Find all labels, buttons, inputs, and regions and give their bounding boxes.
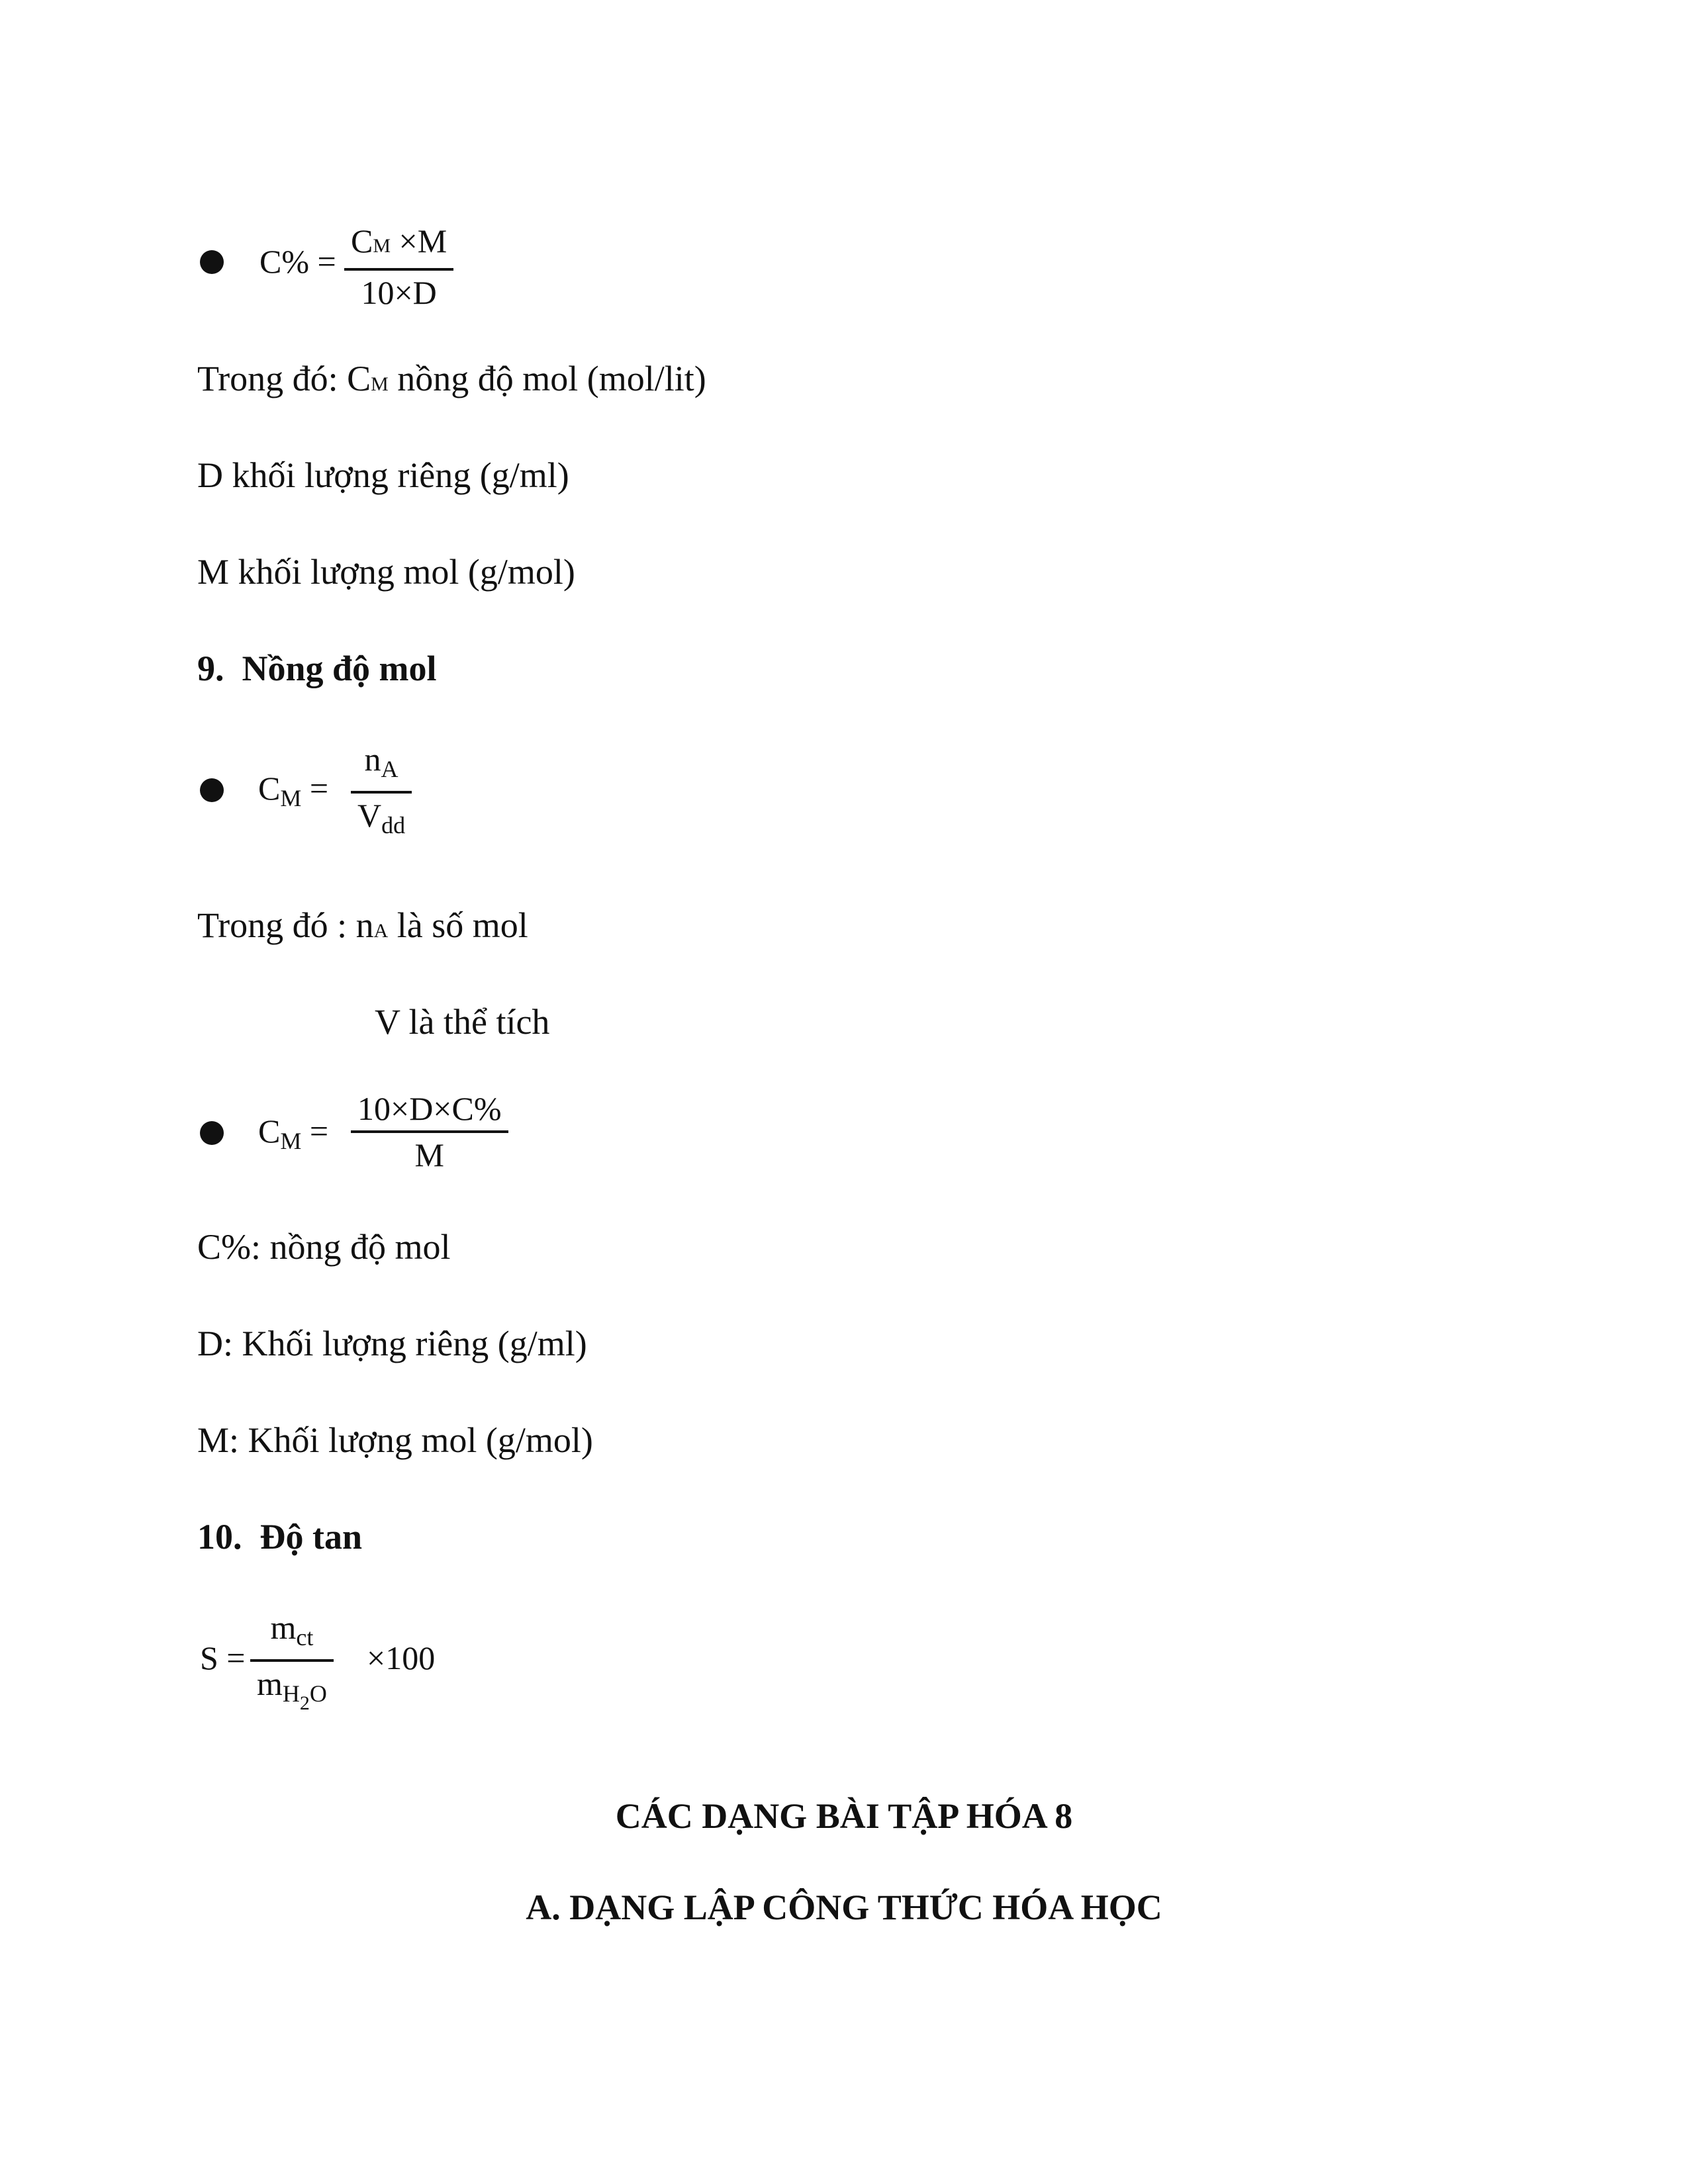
subscript: M bbox=[280, 1128, 302, 1154]
bullet bbox=[200, 1121, 224, 1145]
symbol: m bbox=[270, 1609, 297, 1646]
fraction-bar bbox=[351, 1130, 508, 1133]
denominator bbox=[250, 1664, 334, 1723]
symbol: C bbox=[351, 222, 373, 259]
section-number: 9. bbox=[197, 649, 224, 688]
chapter-heading: CÁC DẠNG BÀI TẬP HÓA 8 bbox=[615, 1796, 1073, 1836]
subscript: M bbox=[280, 785, 302, 811]
fraction bbox=[351, 1089, 508, 1174]
subscript: A bbox=[373, 920, 389, 942]
text: Trong đó: C bbox=[197, 359, 371, 398]
section-number: 10. bbox=[197, 1517, 242, 1557]
formula-lhs: C% = bbox=[259, 243, 336, 280]
text: nồng độ mol (mol/lit) bbox=[388, 359, 706, 398]
bullet bbox=[200, 778, 224, 802]
symbol: C bbox=[258, 1113, 281, 1150]
fraction-bar bbox=[351, 791, 412, 794]
subscript: dd bbox=[381, 812, 406, 839]
formula-tail: ×100 bbox=[367, 1639, 436, 1676]
definition-line: M: Khối lượng mol (g/mol) bbox=[197, 1420, 593, 1460]
symbol: m bbox=[257, 1665, 283, 1702]
subscript: ct bbox=[296, 1624, 314, 1651]
formula-lhs bbox=[258, 1112, 328, 1155]
denominator: M bbox=[414, 1136, 444, 1173]
section-heading bbox=[197, 647, 437, 690]
definition-line: M khối lượng mol (g/mol) bbox=[197, 552, 575, 592]
symbol: n bbox=[364, 741, 381, 778]
subscript: 2 bbox=[299, 1692, 310, 1714]
definition-line: D: Khối lượng riêng (g/ml) bbox=[197, 1324, 587, 1363]
denominator bbox=[351, 796, 412, 844]
fraction bbox=[250, 1608, 334, 1723]
definition-line: V là thể tích bbox=[375, 1002, 550, 1042]
section-title: Nồng độ mol bbox=[242, 649, 437, 688]
formula-lhs bbox=[258, 769, 328, 812]
numerator bbox=[344, 222, 453, 265]
definition-line: C%: nồng độ mol bbox=[197, 1227, 451, 1267]
subscript: A bbox=[381, 756, 399, 782]
fraction bbox=[344, 222, 453, 312]
text: Trong đó : n bbox=[197, 905, 374, 945]
subscript: M bbox=[371, 373, 389, 395]
symbol: ×M bbox=[391, 222, 447, 259]
numerator bbox=[250, 1608, 334, 1657]
formula-lhs: S = bbox=[200, 1639, 246, 1676]
definition-line: D khối lượng riêng (g/ml) bbox=[197, 455, 569, 495]
bullet bbox=[200, 250, 224, 274]
section-title: Độ tan bbox=[259, 1517, 363, 1557]
denominator: 10×D bbox=[361, 274, 437, 311]
text: là số mol bbox=[388, 905, 528, 945]
chapter-subheading: A. DẠNG LẬP CÔNG THỨC HÓA HỌC bbox=[526, 1888, 1162, 1927]
fraction-bar bbox=[344, 268, 453, 271]
equals: = bbox=[309, 1113, 329, 1150]
fraction-bar bbox=[250, 1659, 334, 1662]
symbol: C bbox=[258, 770, 281, 807]
equals: = bbox=[309, 770, 329, 807]
definition-line bbox=[197, 357, 706, 406]
subscript: H bbox=[282, 1680, 300, 1707]
fraction bbox=[351, 740, 412, 844]
subscript: M bbox=[373, 235, 391, 257]
section-heading bbox=[197, 1516, 362, 1558]
numerator: 10×D×C% bbox=[357, 1090, 502, 1127]
numerator bbox=[351, 740, 412, 788]
definition-line bbox=[197, 904, 528, 952]
symbol: V bbox=[357, 797, 382, 834]
subscript: O bbox=[309, 1680, 327, 1707]
